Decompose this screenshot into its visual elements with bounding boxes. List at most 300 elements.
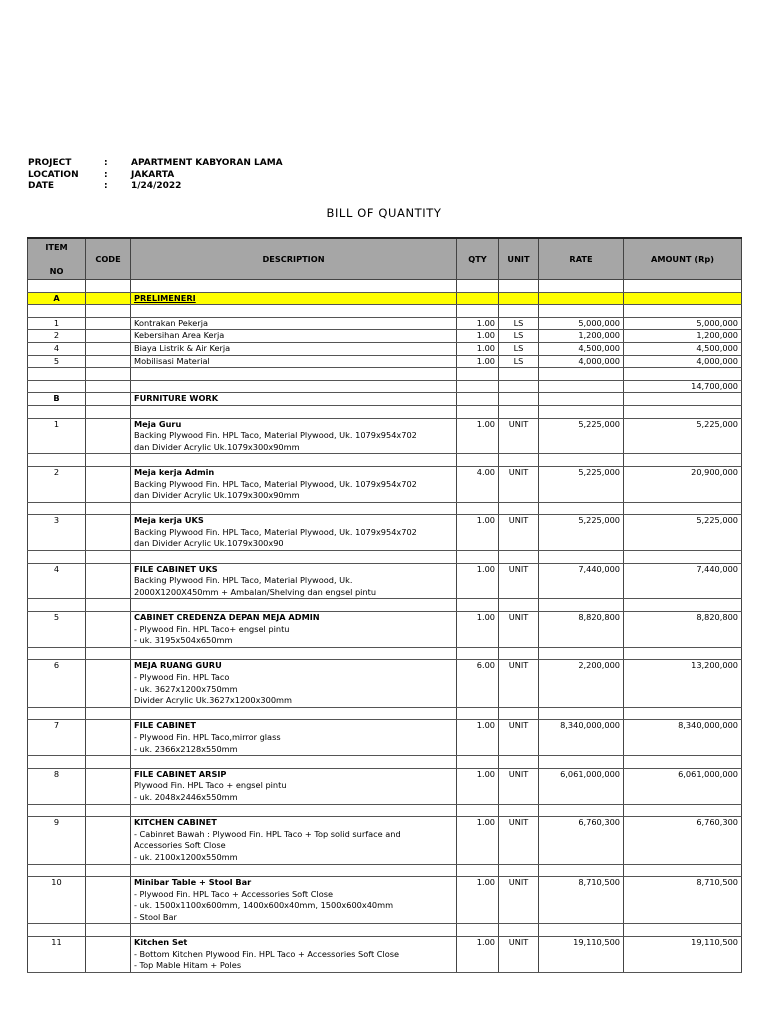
cell-description: PRELIMENERI: [131, 292, 457, 305]
cell-rate: [539, 430, 624, 442]
table-row: [28, 635, 742, 647]
table-row: [28, 330, 742, 343]
cell-code: [86, 937, 131, 949]
table-row: [28, 515, 742, 527]
cell-qty: 1.00: [457, 342, 499, 355]
cell-amount: [624, 792, 742, 804]
cell-description: dan Divider Acrylic Uk.1079x300x90mm: [131, 490, 457, 502]
table-row: [28, 442, 742, 454]
table-row: [28, 599, 742, 612]
cell-qty: 1.00: [457, 418, 499, 430]
table-row: [28, 840, 742, 852]
cell-description: MEJA RUANG GURU: [131, 660, 457, 672]
table-row: [28, 502, 742, 515]
cell-unit: [499, 840, 539, 852]
cell-item-no: [28, 380, 86, 393]
cell-unit: [499, 900, 539, 912]
table-row: [28, 624, 742, 636]
cell-amount: [624, 672, 742, 684]
cell-amount: [624, 695, 742, 707]
cell-code: [86, 430, 131, 442]
cell-description: - Stool Bar: [131, 912, 457, 924]
cell-amount: [624, 889, 742, 901]
table-row: [28, 817, 742, 829]
cell-amount: [624, 924, 742, 937]
cell-code: [86, 330, 131, 343]
cell-item-no: [28, 454, 86, 467]
cell-amount: 7,440,000: [624, 563, 742, 575]
cell-item-no: [28, 430, 86, 442]
cell-qty: 4.00: [457, 466, 499, 478]
cell-description: Kitchen Set: [131, 937, 457, 949]
cell-code: [86, 960, 131, 972]
cell-item-no: B: [28, 393, 86, 406]
table-row: [28, 768, 742, 780]
cell-unit: UNIT: [499, 937, 539, 949]
cell-code: [86, 305, 131, 318]
cell-code: [86, 864, 131, 877]
cell-amount: [624, 707, 742, 720]
cell-item-no: [28, 852, 86, 864]
project-header: [28, 158, 283, 193]
header-colon: :: [104, 169, 108, 180]
cell-rate: [539, 780, 624, 792]
cell-unit: [499, 479, 539, 491]
cell-amount: [624, 684, 742, 696]
cell-item-no: 8: [28, 768, 86, 780]
cell-qty: 1.00: [457, 720, 499, 732]
cell-unit: [499, 502, 539, 515]
cell-description: Kontrakan Pekerja: [131, 317, 457, 330]
cell-code: [86, 280, 131, 293]
cell-unit: [499, 829, 539, 841]
cell-item-no: [28, 732, 86, 744]
cell-code: [86, 695, 131, 707]
cell-rate: 5,225,000: [539, 418, 624, 430]
cell-description: KITCHEN CABINET: [131, 817, 457, 829]
cell-rate: [539, 924, 624, 937]
cell-description: - Cabinret Bawah : Plywood Fin. HPL Taco + Top solid surface and: [131, 829, 457, 841]
section-row: [28, 292, 742, 305]
cell-amount: 13,200,000: [624, 660, 742, 672]
cell-qty: [457, 684, 499, 696]
cell-qty: [457, 960, 499, 972]
cell-description: - Plywood Fin. HPL Taco+ engsel pintu: [131, 624, 457, 636]
cell-item-no: [28, 479, 86, 491]
table-row: [28, 647, 742, 660]
header-label: PROJECT: [28, 158, 72, 168]
cell-unit: [499, 960, 539, 972]
cell-item-no: [28, 624, 86, 636]
cell-amount: [624, 442, 742, 454]
cell-description: Plywood Fin. HPL Taco + engsel pintu: [131, 780, 457, 792]
cell-item-no: [28, 707, 86, 720]
cell-qty: [457, 479, 499, 491]
cell-description: Meja kerja UKS: [131, 515, 457, 527]
cell-unit: [499, 780, 539, 792]
cell-code: [86, 792, 131, 804]
cell-rate: [539, 829, 624, 841]
cell-unit: [499, 744, 539, 756]
cell-item-no: 4: [28, 342, 86, 355]
cell-code: [86, 647, 131, 660]
cell-description: Mobilisasi Material: [131, 355, 457, 368]
cell-item-no: [28, 280, 86, 293]
cell-qty: [457, 864, 499, 877]
cell-item-no: [28, 442, 86, 454]
table-row: [28, 342, 742, 355]
table-row: [28, 889, 742, 901]
cell-unit: [499, 305, 539, 318]
cell-code: [86, 575, 131, 587]
cell-unit: [499, 864, 539, 877]
cell-rate: 19,110,500: [539, 937, 624, 949]
cell-item-no: 7: [28, 720, 86, 732]
cell-rate: 4,000,000: [539, 355, 624, 368]
cell-code: [86, 829, 131, 841]
cell-rate: [539, 672, 624, 684]
cell-qty: 6.00: [457, 660, 499, 672]
cell-amount: 6,760,300: [624, 817, 742, 829]
table-row: [28, 466, 742, 478]
cell-description: - Plywood Fin. HPL Taco + Accessories Soft Close: [131, 889, 457, 901]
cell-description: [131, 368, 457, 381]
cell-code: [86, 817, 131, 829]
cell-rate: [539, 305, 624, 318]
header-row-project: [28, 158, 283, 170]
cell-rate: [539, 635, 624, 647]
cell-amount: [624, 490, 742, 502]
cell-qty: [457, 707, 499, 720]
cell-amount: [624, 732, 742, 744]
col-header-code: CODE: [86, 238, 131, 280]
cell-code: [86, 587, 131, 599]
cell-item-no: [28, 599, 86, 612]
cell-amount: [624, 912, 742, 924]
table-row: [28, 612, 742, 624]
cell-description: FILE CABINET ARSIP: [131, 768, 457, 780]
cell-code: [86, 720, 131, 732]
cell-code: [86, 900, 131, 912]
cell-qty: [457, 502, 499, 515]
cell-unit: [499, 599, 539, 612]
cell-item-no: [28, 829, 86, 841]
cell-qty: [457, 599, 499, 612]
cell-code: [86, 490, 131, 502]
cell-description: [131, 502, 457, 515]
cell-rate: [539, 479, 624, 491]
table-row: [28, 479, 742, 491]
header-colon: :: [104, 181, 108, 191]
col-header-rate: RATE: [539, 238, 624, 280]
cell-rate: 5,225,000: [539, 466, 624, 478]
cell-code: [86, 707, 131, 720]
cell-amount: [624, 527, 742, 539]
cell-unit: [499, 889, 539, 901]
cell-amount: [624, 756, 742, 769]
cell-qty: [457, 852, 499, 864]
cell-item-no: [28, 672, 86, 684]
table-row: [28, 852, 742, 864]
cell-code: [86, 405, 131, 418]
cell-code: [86, 924, 131, 937]
table-row: [28, 280, 742, 293]
cell-qty: [457, 380, 499, 393]
cell-item-no: [28, 305, 86, 318]
cell-unit: [499, 551, 539, 564]
cell-rate: [539, 575, 624, 587]
cell-rate: [539, 707, 624, 720]
cell-unit: UNIT: [499, 418, 539, 430]
cell-code: [86, 889, 131, 901]
cell-qty: [457, 551, 499, 564]
cell-unit: LS: [499, 317, 539, 330]
table-row: [28, 707, 742, 720]
cell-rate: 8,710,500: [539, 877, 624, 889]
cell-qty: [457, 695, 499, 707]
cell-item-no: A: [28, 292, 86, 305]
cell-rate: [539, 864, 624, 877]
col-header-description: DESCRIPTION: [131, 238, 457, 280]
cell-rate: [539, 527, 624, 539]
cell-description: Backing Plywood Fin. HPL Taco, Material Plywood, Uk.: [131, 575, 457, 587]
table-row: [28, 405, 742, 418]
cell-description: [131, 305, 457, 318]
cell-amount: [624, 479, 742, 491]
cell-code: [86, 672, 131, 684]
table-body: [28, 280, 742, 973]
cell-description: [131, 280, 457, 293]
cell-qty: 1.00: [457, 612, 499, 624]
cell-unit: [499, 575, 539, 587]
cell-item-no: [28, 405, 86, 418]
cell-rate: 8,820,800: [539, 612, 624, 624]
cell-item-no: [28, 368, 86, 381]
cell-amount: [624, 575, 742, 587]
cell-code: [86, 317, 131, 330]
cell-rate: 2,200,000: [539, 660, 624, 672]
cell-amount: [624, 852, 742, 864]
subtotal-row: [28, 380, 742, 393]
cell-code: [86, 780, 131, 792]
cell-item-no: [28, 647, 86, 660]
table-row: [28, 454, 742, 467]
cell-unit: LS: [499, 342, 539, 355]
cell-unit: [499, 684, 539, 696]
cell-item-no: [28, 551, 86, 564]
cell-unit: [499, 380, 539, 393]
cell-item-no: 2: [28, 330, 86, 343]
table-row: [28, 587, 742, 599]
col-header-unit: UNIT: [499, 238, 539, 280]
table-header-row: [28, 238, 742, 280]
cell-rate: [539, 756, 624, 769]
cell-description: Meja Guru: [131, 418, 457, 430]
cell-code: [86, 538, 131, 550]
cell-qty: [457, 587, 499, 599]
cell-code: [86, 612, 131, 624]
cell-unit: [499, 430, 539, 442]
cell-qty: [457, 430, 499, 442]
table-row: [28, 305, 742, 318]
cell-amount: [624, 780, 742, 792]
cell-qty: [457, 527, 499, 539]
cell-code: [86, 418, 131, 430]
section-row: [28, 393, 742, 406]
cell-item-no: [28, 684, 86, 696]
cell-code: [86, 380, 131, 393]
cell-rate: 7,440,000: [539, 563, 624, 575]
cell-qty: 1.00: [457, 515, 499, 527]
table-row: [28, 960, 742, 972]
cell-amount: 5,225,000: [624, 515, 742, 527]
table-row: [28, 924, 742, 937]
cell-unit: UNIT: [499, 660, 539, 672]
cell-description: [131, 405, 457, 418]
cell-item-no: 5: [28, 355, 86, 368]
cell-rate: [539, 599, 624, 612]
cell-rate: [539, 292, 624, 305]
table-row: [28, 368, 742, 381]
cell-description: - uk. 2048x2446x550mm: [131, 792, 457, 804]
cell-code: [86, 479, 131, 491]
cell-unit: [499, 624, 539, 636]
cell-unit: [499, 732, 539, 744]
cell-amount: 5,000,000: [624, 317, 742, 330]
cell-qty: [457, 280, 499, 293]
cell-description: - Top Mable Hitam + Poles: [131, 960, 457, 972]
table-row: [28, 672, 742, 684]
cell-item-no: [28, 695, 86, 707]
cell-amount: [624, 829, 742, 841]
cell-code: [86, 342, 131, 355]
cell-unit: [499, 756, 539, 769]
cell-unit: LS: [499, 330, 539, 343]
cell-rate: 5,000,000: [539, 317, 624, 330]
cell-qty: [457, 454, 499, 467]
cell-rate: [539, 840, 624, 852]
col-header-amount: AMOUNT (Rp): [624, 238, 742, 280]
cell-qty: 1.00: [457, 817, 499, 829]
cell-unit: UNIT: [499, 817, 539, 829]
table-row: [28, 792, 742, 804]
cell-description: Backing Plywood Fin. HPL Taco, Material Plywood, Uk. 1079x954x702: [131, 527, 457, 539]
cell-unit: UNIT: [499, 563, 539, 575]
cell-unit: [499, 368, 539, 381]
cell-amount: [624, 280, 742, 293]
cell-amount: [624, 393, 742, 406]
cell-code: [86, 912, 131, 924]
cell-code: [86, 852, 131, 864]
cell-item-no: [28, 889, 86, 901]
cell-item-no: 11: [28, 937, 86, 949]
table-row: [28, 490, 742, 502]
cell-rate: [539, 889, 624, 901]
cell-description: - uk. 3195x504x650mm: [131, 635, 457, 647]
cell-unit: UNIT: [499, 720, 539, 732]
cell-qty: 1.00: [457, 317, 499, 330]
document-title: BILL OF QUANTITY: [326, 206, 442, 220]
cell-item-no: [28, 635, 86, 647]
cell-code: [86, 454, 131, 467]
cell-description: Accessories Soft Close: [131, 840, 457, 852]
cell-qty: [457, 912, 499, 924]
cell-unit: [499, 587, 539, 599]
cell-description: FURNITURE WORK: [131, 393, 457, 406]
cell-unit: [499, 280, 539, 293]
cell-amount: 14,700,000: [624, 380, 742, 393]
cell-amount: 8,820,800: [624, 612, 742, 624]
cell-item-no: [28, 949, 86, 961]
cell-rate: [539, 393, 624, 406]
cell-qty: [457, 305, 499, 318]
cell-item-no: 6: [28, 660, 86, 672]
cell-rate: [539, 551, 624, 564]
cell-amount: 5,225,000: [624, 418, 742, 430]
cell-rate: [539, 695, 624, 707]
cell-amount: [624, 804, 742, 817]
table-row: [28, 804, 742, 817]
cell-amount: [624, 900, 742, 912]
cell-code: [86, 502, 131, 515]
table-row: [28, 355, 742, 368]
cell-amount: 8,340,000,000: [624, 720, 742, 732]
cell-rate: [539, 804, 624, 817]
cell-amount: [624, 305, 742, 318]
cell-rate: [539, 442, 624, 454]
cell-rate: [539, 949, 624, 961]
cell-description: - uk. 2366x2128x550mm: [131, 744, 457, 756]
cell-description: Backing Plywood Fin. HPL Taco, Material Plywood, Uk. 1079x954x702: [131, 430, 457, 442]
cell-amount: 20,900,000: [624, 466, 742, 478]
cell-description: [131, 599, 457, 612]
table-row: [28, 744, 742, 756]
cell-rate: [539, 684, 624, 696]
cell-description: [131, 380, 457, 393]
col-header-qty: QTY: [457, 238, 499, 280]
cell-amount: 1,200,000: [624, 330, 742, 343]
cell-amount: 4,000,000: [624, 355, 742, 368]
cell-item-no: [28, 756, 86, 769]
cell-code: [86, 756, 131, 769]
cell-rate: [539, 380, 624, 393]
table-row: [28, 430, 742, 442]
cell-amount: [624, 647, 742, 660]
cell-description: dan Divider Acrylic Uk.1079x300x90: [131, 538, 457, 550]
cell-unit: UNIT: [499, 466, 539, 478]
cell-unit: [499, 672, 539, 684]
cell-description: [131, 864, 457, 877]
table-row: [28, 829, 742, 841]
cell-amount: [624, 587, 742, 599]
cell-description: 2000X1200X450mm + Ambalan/Shelving dan engsel pintu: [131, 587, 457, 599]
cell-qty: [457, 829, 499, 841]
cell-item-no: 3: [28, 515, 86, 527]
cell-rate: 5,225,000: [539, 515, 624, 527]
cell-code: [86, 292, 131, 305]
cell-description: FILE CABINET: [131, 720, 457, 732]
cell-item-no: 2: [28, 466, 86, 478]
cell-amount: [624, 551, 742, 564]
cell-qty: 1.00: [457, 330, 499, 343]
table-row: [28, 937, 742, 949]
cell-qty: 1.00: [457, 877, 499, 889]
cell-unit: [499, 924, 539, 937]
cell-code: [86, 563, 131, 575]
cell-amount: [624, 864, 742, 877]
cell-item-no: [28, 744, 86, 756]
cell-description: [131, 756, 457, 769]
